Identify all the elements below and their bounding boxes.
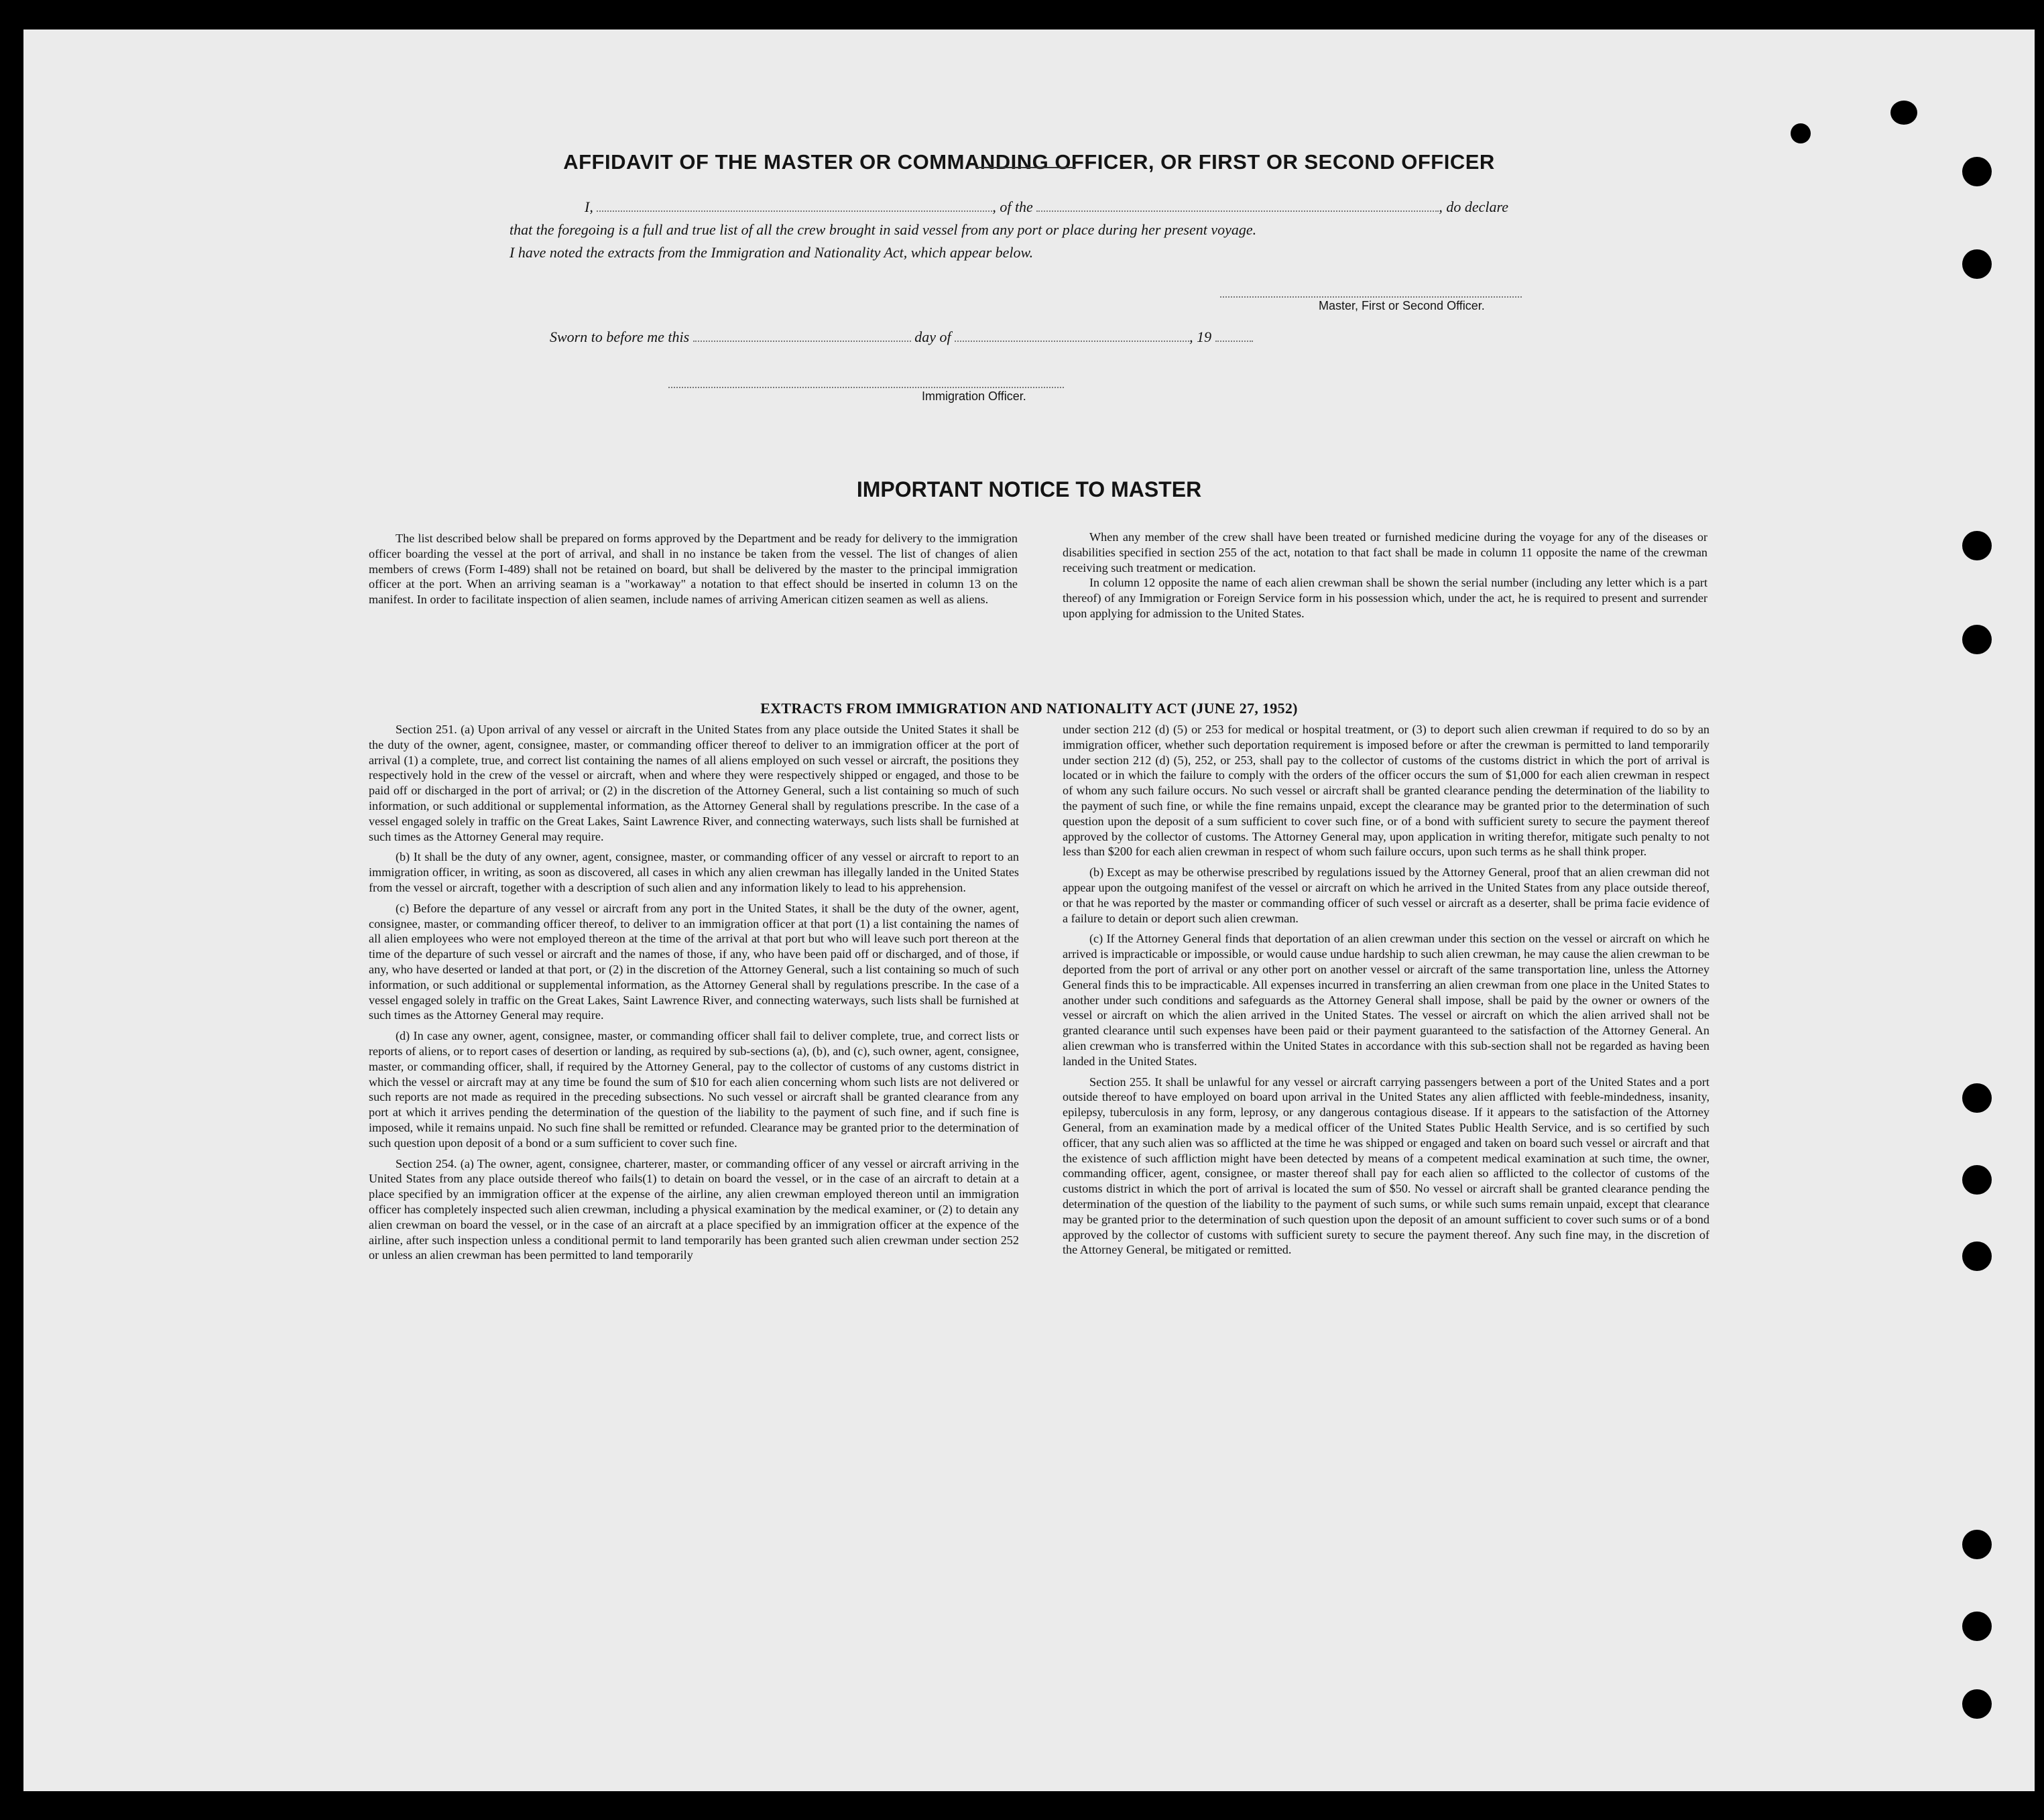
binder-hole [1962,1241,1992,1271]
notice-left-column [369,531,1018,613]
section-255: Section 255. It shall be unlawful for any vessel or aircraft carrying passengers between a port of the United States and a port outside thereof to have employed on board upon arrival in the United States any alien afflicted with feeble-mindedness, insanity, epilepsy, tuberculosis in any form, leprosy, or any dangerous contagious disease. If it appears to the satisfaction of the Attorney General, from an examination made by a medical officer of the United States Public Health Service, and is so certified by such officer, that any such alien was so afflicted at the time he was shipped or engaged and taken on board such vessel or aircraft and that the existence of such affliction might have been detected by means of a competent medical examination at such time, the owner, commanding officer, agent, consignee, or master thereof shall pay for each alien so afflicted to the collector of customs of the customs district in which the port of arrival is located the sum of $50. No vessel or aircraft shall be granted clearance pending the determination of the question of the liability to the payment of such sums, or while such sums remain unpaid, except that clearance may be granted prior to the determination of such question upon the deposit of an amount sufficient to cover such sums or of a bond approved by the collector of customs with sufficient surety to secure the payment thereof. Any such fine may, in the discretion of the Attorney General, be mitigated or remitted. [1063,1075,1709,1257]
declare-text: , do declare [1439,198,1508,215]
binder-hole [1962,1083,1992,1113]
vessel-prefix: , of the [992,198,1033,215]
section-251c: (c) Before the departure of any vessel or aircraft from any port in the United States, it shall be the duty of the owner, agent, consignee, master, or commanding officer thereof, to deliver to an immigration officer at that port (1) a list containing the names of all alien employees who were not employed thereon at the time of the arrival at that port but who will leave such port thereon at the time of the departure of such vessel or aircraft and the names of those, if any, who have been paid off or discharged, and of those, if any, who have deserted or landed at that port, or (2) in the discretion of the Attorney General, such a list containing so much of such information, or such additional or supplemental information, as the Attorney General shall by regulations prescribe. In the case of a vessel engaged solely in traffic on the Great Lakes, Saint Lawrence River, and connecting waterways, such lists shall be furnished at such times as the Attorney General may require. [369,901,1019,1022]
declarant-name-field[interactable] [597,198,992,212]
officer-signature-label: Immigration Officer. [922,389,1026,403]
sworn-line [550,328,1253,346]
declaration-line-2: that the foregoing is a full and true list of all the crew brought in said vessel from any port or place during her present voyage. [509,221,1257,238]
binder-hole [1962,531,1992,560]
section-254b: (b) Except as may be otherwise prescribed by regulations issued by the Attorney General, proof that an alien crewman did not appear upon the outgoing manifest of the vessel or aircraft on which he arrived in the United States from any place outside thereof, or that he was reported by the master or commanding officer of such vessel or aircraft as a deserter, shall be prima facie evidence of a failure to detain or deport such alien crewman. [1063,865,1709,925]
officer-signature-field[interactable] [668,387,1064,388]
notice-right-paragraph: In column 12 opposite the name of each alien crewman shall be shown the serial number (including any letter which is a part thereof) of any Immigration or Foreign Service form in his possession which, under the act, he is required to present and surrender upon applying for admission to the United States. [1063,576,1707,620]
sworn-month-field[interactable] [955,328,1189,342]
sworn-year-prefix: , 19 [1189,328,1212,345]
master-signature-field[interactable] [1220,296,1522,298]
notice-right-paragraph: When any member of the crew shall have been treated or furnished medicine during the voyage for any of the diseases or disabilities specified in section 255 of the act, notation to that fact shall be made in column 11 opposite the name of the crewman receiving such treatment or medication. [1063,530,1707,574]
extracts-right-column [1063,722,1709,1263]
binder-hole [1962,249,1992,279]
sworn-day-of: day of [914,328,951,345]
sworn-prefix: Sworn to before me this [550,328,690,345]
binder-hole [1962,1530,1992,1559]
notice-left-paragraph: The list described below shall be prepared on forms approved by the Department and be ready for delivery to the immigration officer boarding the vessel at the port of arrival, and shall in no instance be taken from the vessel. The list of changes of alien members of crews (Form I-489) shall not be retained on board, but shall be delivered by the master to the principal immigration officer at the port. When an arriving seaman is a "workaway" a notation to that effect should be inserted in column 13 on the manifest. In order to facilitate inspection of alien seamen, include names of arriving American citizen seamen as well as aliens. [369,532,1018,607]
section-251b: (b) It shall be the duty of any owner, agent, consignee, master, or commanding officer of any vessel or aircraft to report to an immigration officer, in writing, as soon as discovered, all cases in which any alien crewman has illegally landed in the United States from the vessel or aircraft, together with a description of such alien and any information likely to lead to his apprehension. [369,850,1019,894]
section-254c: (c) If the Attorney General finds that deportation of an alien crewman under this section on the vessel or aircraft on which he arrived is impracticable or impossible, or would cause undue hardship to such alien crewman, he may cause the alien crewman to be deported from the port of arrival or any other port on another vessel or aircraft of the same transportation line, unless the Attorney General finds this to be impracticable. All expenses incurred in transferring an alien crewman from one place in the United States to another under such conditions and safeguards as the Attorney General shall impose, shall be paid by the owner or owners of the vessel or aircraft on which the alien arrived in the United States. The vessel or aircraft on which the alien arrived shall not be granted clearance until such expenses have been paid or their payment guaranteed to the satisfaction of the Attorney General. An alien crewman who is transferred within the United States in accordance with this sub-section shall not be regarded as having been landed in the United States. [1063,932,1709,1068]
binder-hole [1962,1689,1992,1719]
binder-hole [1791,123,1811,143]
section-251d: (d) In case any owner, agent, consignee, master, or commanding officer shall fail to deliver complete, true, and correct lists or reports of aliens, or to report cases of desertion or landing, as required by sub-sections (a), (b), and (c), such owner, agent, consignee, master, or commanding officer, shall, if required by the Attorney General, pay to the collector of customs of any customs district in which the vessel or aircraft may at any time be found the sum of $10 for each alien concerning whom such lists are not delivered or such reports are not made as required in the preceding subsections. No such vessel or aircraft shall be granted clearance from any port at which it arrives pending the determination of the question of the liability to the payment of such fine, and if such fine is imposed, while it remains unpaid. No such fine shall be remitted or refunded. Clearance may be granted prior to the determination of such question upon deposit of a bond or a sum sufficient to cover such fine. [369,1029,1019,1150]
declaration-block [509,196,1562,264]
binder-hole [1962,1612,1992,1641]
declaration-line-3: I have noted the extracts from the Immigration and Nationality Act, which appear below. [509,244,1034,261]
form-page [23,29,2035,1791]
extracts-left-column [369,722,1019,1268]
sworn-year-field[interactable] [1215,328,1253,342]
section-254a: Section 254. (a) The owner, agent, consignee, charterer, master, or commanding officer of any vessel or aircraft arriving in the United States from any place outside thereof who fails(1) to detain on board the vessel, or in the case of an aircraft to detain at a place specified by an immigration officer at the expense of the airline, any alien crewman employed thereon until an immigration officer has completely inspected such alien crewman, including a physical examination by the medical examiner, or (2) to detain any alien crewman on board the vessel, or in the case of an aircraft at a place specified by an immigration officer at the expence of the airline, after such inspection unless a conditional permit to land temporarily has been granted such alien crewman under section 252 or unless an alien crewman has been permitted to land temporarily [369,1156,1019,1262]
declarant-prefix: I, [585,198,593,215]
section-254a-continued: under section 212 (d) (5) or 253 for medical or hospital treatment, or (3) to deport such alien crewman if required to do so by an immigration officer, whether such deportation requirement is imposed before or after the crewman is permitted to land temporarily under section 212 (d) (5), 252, or 253, shall pay to the collector of customs of the customs district in which the port of arrival is located or in which the failure to comply with the orders of the officer occurs the sum of $1,000 for each alien crewman in respect of whom any such failure occurs. No such vessel or aircraft shall be granted clearance pending the determination of the liability to the payment of such fine, or while the fine remains unpaid, except the clearance may be granted prior to the determination of such question upon the deposit of a sum sufficient to cover such fine, or of a bond with sufficient surety to secure the payment thereof approved by the collector of customs. The Attorney General may, upon application in writing therefor, mitigate such penalty to not less than $200 for each alien crewman in respect of whom such failure occurs, upon such terms as he shall think proper. [1063,723,1709,859]
section-251a: Section 251. (a) Upon arrival of any vessel or aircraft in the United States from any place outside the United States it shall be the duty of the owner, agent, consignee, master, or commanding officer thereof to deliver to an immigration officer at the port of arrival (1) a complete, true, and correct list containing the names of all aliens employed on such vessel or aircraft, the positions they respectively hold in the crew of the vessel or aircraft, when and where they were respectively shipped or engaged, and those to be paid off or discharged in the port of arrival; or (2) in the discretion of the Attorney General, such a list containing so much of such information, or such additional or supplemental information, as the Attorney General shall by regulations prescribe. In the case of a vessel engaged solely in traffic on the Great Lakes, Saint Lawrence River, and connecting waterways, such lists shall be furnished at such times as the Attorney General may require. [369,723,1019,843]
notice-right-column [1063,530,1707,627]
title-divider [975,167,1076,168]
ink-blot [1890,101,1917,125]
notice-title: IMPORTANT NOTICE TO MASTER [856,477,1202,501]
master-signature-label: Master, First or Second Officer. [1319,299,1485,312]
vessel-name-field[interactable] [1036,198,1439,212]
binder-hole [1962,1165,1992,1195]
binder-hole [1962,625,1992,654]
extracts-title: EXTRACTS FROM IMMIGRATION AND NATIONALITY ACT (JUNE 27, 1952) [760,700,1298,717]
sworn-day-field[interactable] [693,328,911,342]
affidavit-title: AFFIDAVIT OF THE MASTER OR COMMANDING OFFICER, OR FIRST OR SECOND OFFICER [563,150,1495,174]
